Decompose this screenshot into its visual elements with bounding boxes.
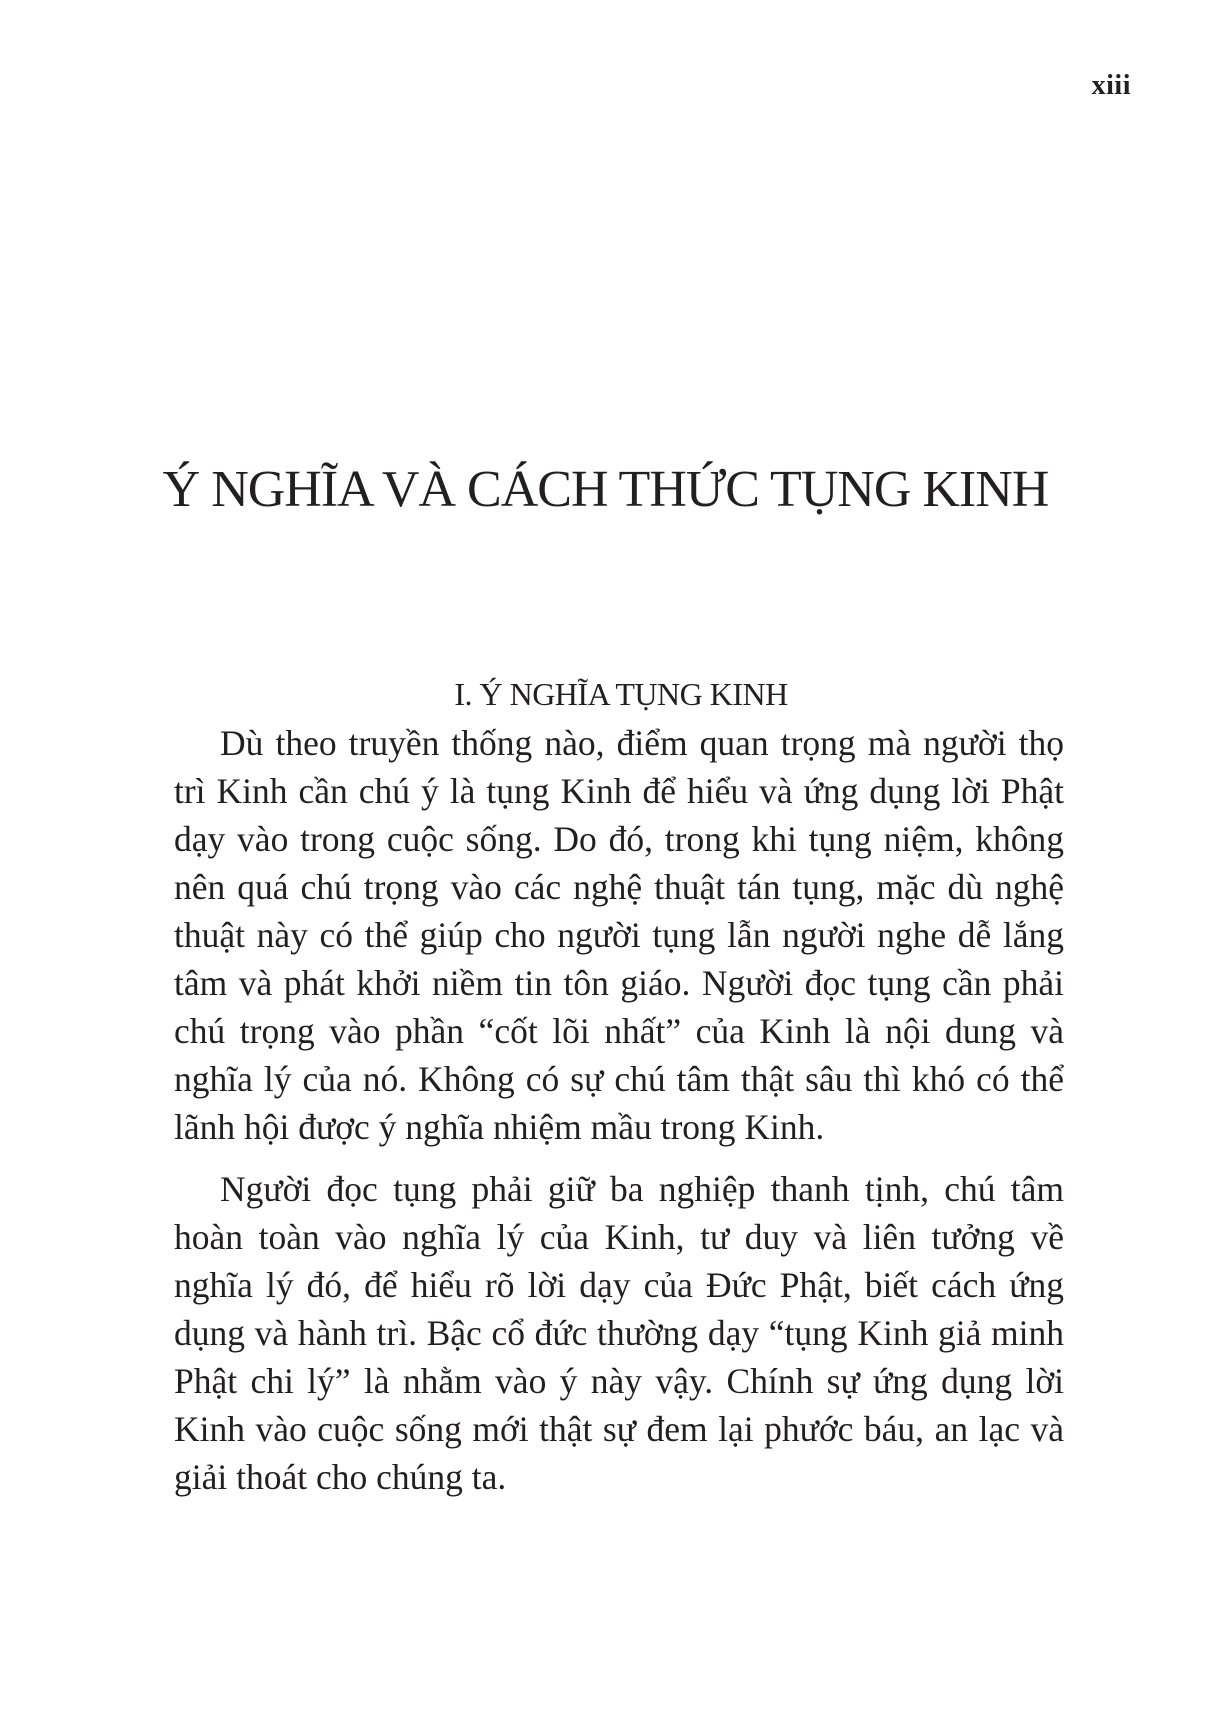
section-heading: I. Ý NGHĨA TỤNG KINH <box>454 676 788 712</box>
paragraph-1: Dù theo truyền thống nào, điểm quan trọng mà người thọ trì Kinh cần chú ý là tụng Kinh để hiểu và ứng dụng lời Phật dạy vào trong cuộc sống. Do đó, trong khi tụng niệm, không nên quá chú trọng vào các nghệ thuật tán tụng, mặc dù nghệ thuật này có thể giúp cho người tụng lẫn người nghe dễ lắng tâm và phát khởi niềm tin tôn giáo. Người đọc tụng cần phải chú trọng vào phần “cốt lõi nhất” của Kinh là nội dung và nghĩa lý của nó. Không có sự chú tâm thật sâu thì khó có thể lãnh hội được ý nghĩa nhiệm mầu trong Kinh. <box>174 723 1064 1147</box>
chapter-title: Ý NGHĨA VÀ CÁCH THỨC TỤNG KINH <box>162 461 1049 518</box>
section-content <box>174 676 1064 1515</box>
paragraph-2: Người đọc tụng phải giữ ba nghiệp thanh tịnh, chú tâm hoàn toàn vào nghĩa lý của Kinh, tư duy và liên tưởng về nghĩa lý đó, để hiểu rõ lời dạy của Đức Phật, biết cách ứng dụng và hành trì. Bậc cổ đức thường dạy “tụng Kinh giả minh Phật chi lý” là nhằm vào ý này vậy. Chính sự ứng dụng lời Kinh vào cuộc sống mới thật sự đem lại phước báu, an lạc và giải thoát cho chúng ta. <box>174 1169 1064 1497</box>
page-number: xiii <box>1091 70 1131 101</box>
